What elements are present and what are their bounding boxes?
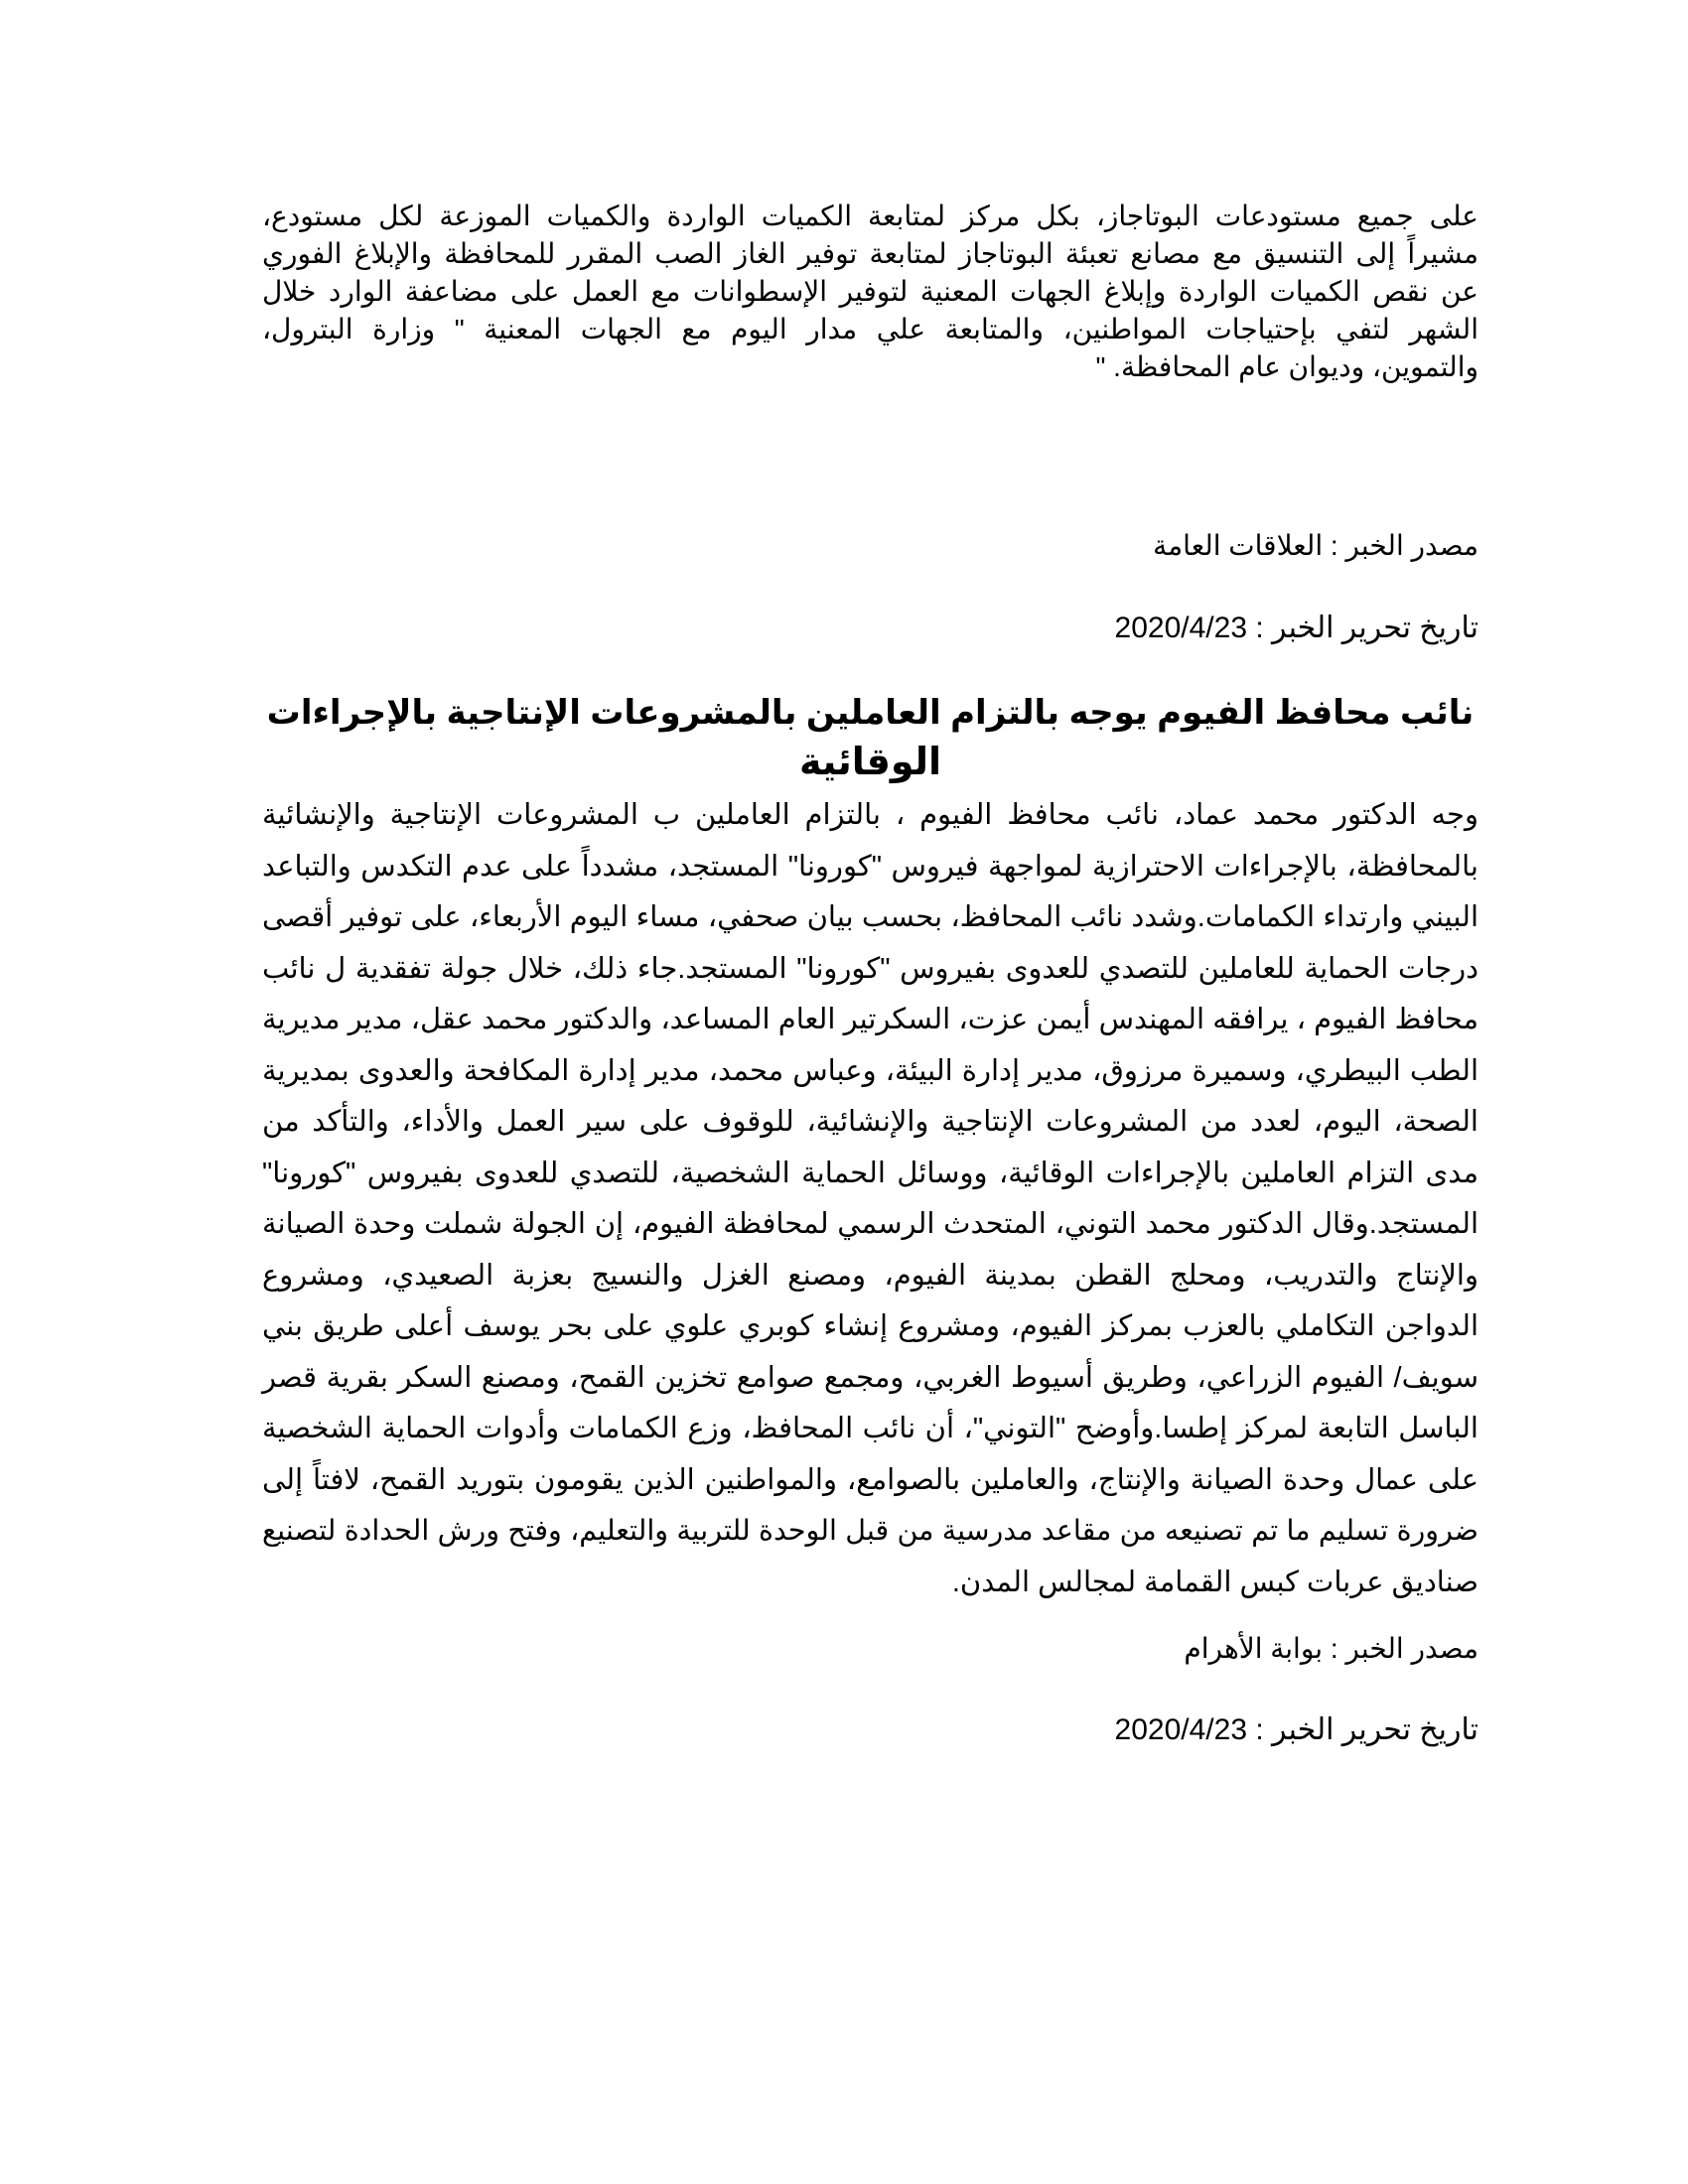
body-line: المستجد.وقال الدكتور محمد التوني، المتحدث الرسمي لمحافظة الفيوم، إن الجولة شملت وحدة الصيانة <box>262 1208 1478 1240</box>
news-date-line: تاريخ تحرير الخبر : 2020/4/23 <box>1114 1713 1478 1746</box>
body-line: الباسل التابعة لمركز إطسا.وأوضح "التوني"، أن نائب المحافظ، وزع الكمامات وأدوات الحماية الشخصية <box>262 1413 1478 1444</box>
paragraph-line: والتموين، وديوان عام المحافظة. " <box>1095 351 1478 382</box>
paragraph-line: عن نقص الكميات الواردة وإبلاغ الجهات المعنية لتوفير الإسطوانات مع العمل على مضاعفة الوارد خلال <box>262 276 1478 307</box>
body-line: وجه الدكتور محمد عماد، نائب محافظ الفيوم ، بالتزام العاملين ب المشروعات الإنتاجية والإنشائية <box>262 799 1478 831</box>
body-line: على عمال وحدة الصيانة والإنتاج، والعاملين بالصوامع، والمواطنين الذين يقومون بتوريد القمح، لافتاً إلى <box>262 1463 1478 1496</box>
continued-paragraph <box>262 198 1478 386</box>
news-date <box>262 608 1478 649</box>
body-line: مدى التزام العاملين بالإجراءات الوقائية، ووسائل الحماية الشخصية، للتصدي للعدوى بفيروس "كورونا" <box>262 1157 1478 1189</box>
news-date-line: تاريخ تحرير الخبر : 2020/4/23 <box>1114 612 1478 644</box>
title-line: نائب محافظ الفيوم يوجه بالتزام العاملين بالمشروعات الإنتاجية بالإجراءات <box>266 694 1475 732</box>
news-source-line: مصدر الخبر : بوابة الأهرام <box>1184 1633 1478 1664</box>
news-source <box>262 1630 1478 1668</box>
paragraph-line: مشيراً إلى التنسيق مع مصانع تعبئة البوتاجاز لمتابعة توفير الغاز الصب المقرر للمحافظة والإبلاغ الفوري <box>262 238 1478 269</box>
body-line: الطب البيطري، وسميرة مرزوق، مدير إدارة البيئة، وعباس محمد، مدير إدارة المكافحة والعدوى بمديرية <box>262 1054 1478 1087</box>
body-line: الصحة، اليوم، لعدد من المشروعات الإنتاجية والإنشائية، للوقوف على سير العمل والأداء، والتأكد من <box>262 1106 1478 1138</box>
news-source-line: مصدر الخبر : العلاقات العامة <box>1153 530 1478 561</box>
body-line: بالمحافظة، بالإجراءات الاحترازية لمواجهة فيروس "كورونا" المستجد، مشدداً على عدم التكدس والتباعد <box>262 850 1478 883</box>
body-line: صناديق عربات كبس القمامة لمجالس المدن. <box>951 1566 1478 1598</box>
paragraph-line: على جميع مستودعات البوتاجاز، بكل مركز لمتابعة الكميات الواردة والكميات الموزعة لكل مستودع، <box>262 201 1478 231</box>
body-line: والإنتاج والتدريب، ومحلج القطن بمدينة الفيوم، ومصنع الغزل والنسيج بعزبة الصعيدي، ومشروع <box>262 1259 1478 1292</box>
news-date <box>262 1709 1478 1751</box>
body-line: ضرورة تسليم ما تم تصنيعه من مقاعد مدرسية من قبل الوحدة للتربية والتعليم، وفتح ورش الحدادة لتصنيع <box>262 1515 1478 1547</box>
article-body <box>262 790 1478 1608</box>
title-line: الوقائية <box>798 742 942 783</box>
body-line: البيني وارتداء الكمامات.وشدد نائب المحافظ، بحسب بيان صحفي، مساء اليوم الأربعاء، على توفير أقصى <box>262 901 1478 933</box>
body-line: سويف/ الفيوم الزراعي، وطريق أسيوط الغربي، ومجمع صوامع تخزين القمح، ومصنع السكر بقرية قصر <box>262 1361 1478 1394</box>
article-title <box>262 688 1478 787</box>
body-line: درجات الحماية للعاملين للتصدي للعدوى بفيروس "كورونا" المستجد.جاء ذلك، خلال جولة تفقدية ل نائب <box>262 952 1478 985</box>
paragraph-line: الشهر لتفي بإحتياجات المواطنين، والمتابعة علي مدار اليوم مع الجهات المعنية " وزارة البترول، <box>262 314 1478 344</box>
body-line: الدواجن التكاملي بالعزب بمركز الفيوم، ومشروع إنشاء كوبري علوي على بحر يوسف أعلى طريق بني <box>262 1310 1478 1342</box>
news-source <box>262 527 1478 565</box>
body-line: محافظ الفيوم ، يرافقه المهندس أيمن عزت، السكرتير العام المساعد، والدكتور محمد عقل، مدير مديرية <box>262 1004 1478 1035</box>
